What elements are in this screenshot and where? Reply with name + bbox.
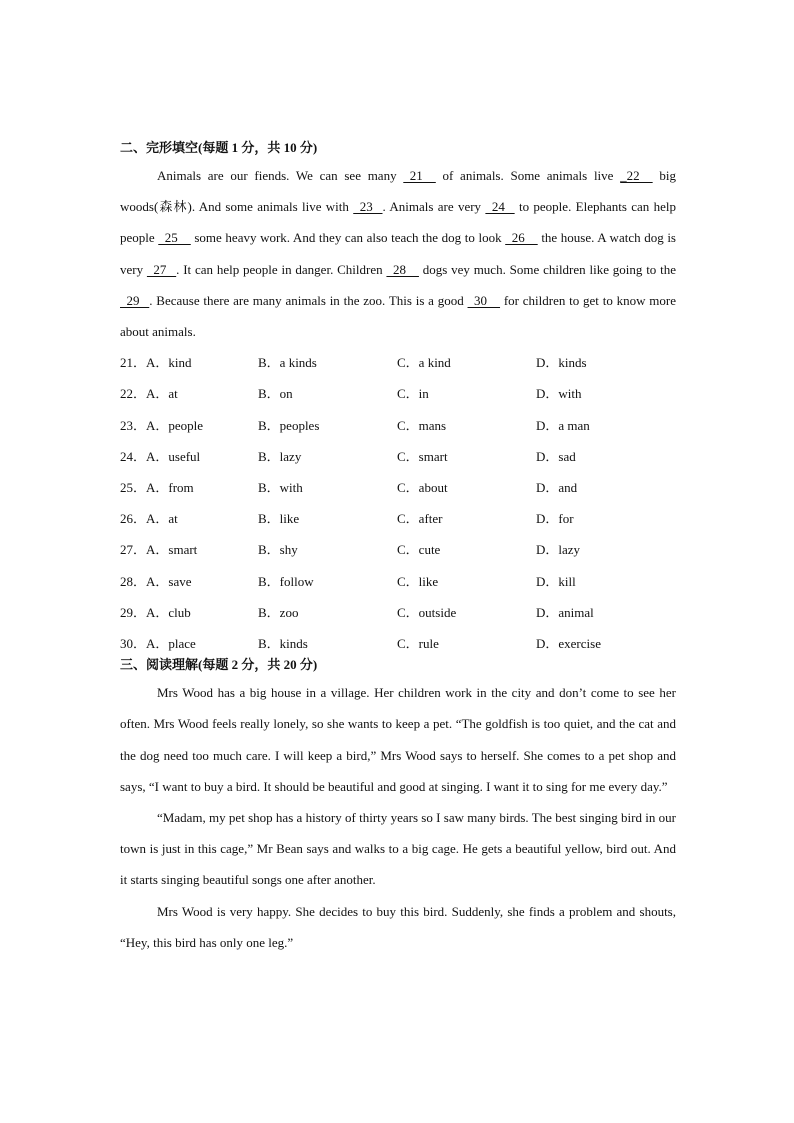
question-number: 27． [120,542,147,558]
option-d: D．a man [536,417,590,433]
option-b: B．follow [258,573,314,589]
answer-blank: 23 [353,199,383,215]
option-c: C．a kind [397,355,451,371]
answer-blank: 27 [146,261,177,277]
question-number: 22． [120,386,147,402]
option-c: C．cute [397,542,441,558]
option-d: D．kinds [536,355,587,371]
option-c: C．outside [397,604,457,620]
option-c: C．like [397,573,439,589]
option-d: D．kill [536,573,576,589]
option-a [120,472,194,503]
option-a [120,566,192,597]
question-number: 29． [120,604,147,620]
question-number: 21． [120,355,147,371]
option-c: C．smart [397,448,448,464]
option-b: B．on [258,386,293,402]
answer-blank: 28 [386,261,419,277]
option-b: B．like [258,511,300,527]
answer-blank: 26 [505,230,538,246]
question-row [120,566,676,597]
option-a-text: A．from [146,479,194,495]
option-a [120,378,178,409]
answer-blank: 24 [485,199,515,215]
option-c: C．after [397,511,443,527]
question-row [120,441,676,472]
question-number: 23． [120,417,147,433]
answer-blank: _22 [620,168,653,183]
option-a [120,503,178,534]
passage-text: . Animals are very [382,199,486,215]
option-a [120,347,192,378]
reading-paragraph: “Madam, my pet shop has a history of thirty years so I saw many birds. The best singing bird in our town is just in this cage,” Mr Bean says and walks to a big cage. He gets a beautiful yellow, bird out. And it starts singing beautiful songs one after another. [120,809,676,888]
passage-text: Animals are our fiends. We can see many [157,168,404,183]
option-b: B．zoo [258,604,299,620]
passage-text: . It can help people in danger. Children [176,261,387,277]
option-a-text: A．people [146,417,204,433]
passage-text: for children to get to know more about animals. [120,292,676,340]
question-row [120,347,676,378]
option-c: C．rule [397,635,439,651]
question-row [120,410,676,441]
cloze-section [120,136,676,659]
question-number: 30． [120,635,147,651]
option-a [120,597,191,628]
question-number: 24． [120,448,147,464]
passage-text: some heavy work. And they can also teach the dog to look [190,230,506,246]
option-a-text: A．save [146,573,192,589]
option-a-text: A．useful [146,448,201,464]
option-a [120,534,197,565]
passage-text: the house. A watch dog is very [120,230,676,277]
option-a-text: A．kind [146,355,192,371]
answer-blank: 30 [467,292,501,308]
reading-paragraph: Mrs Wood has a big house in a village. Her children work in the city and don’t come to see her often. Mrs Wood feels really lonely, so she wants to keep a pet. “The goldfish is too quiet, and the cat and the dog need too much care. I will keep a bird,” Mrs Wood says to herself. She comes to a pet shop and says, “I want to buy a bird. It should be beautiful and good at singing. I want it to sing for me every day.” [120,685,676,794]
option-b: B．peoples [258,417,320,433]
question-row [120,472,676,503]
question-row [120,597,676,628]
option-b: B．a kinds [258,355,317,371]
passage-text: dogs vey much. Some children like going to the [418,261,676,277]
question-row [120,628,676,659]
question-row [120,534,676,565]
option-d: D．and [536,479,578,495]
passage-text: to people. Elephants can help people [120,199,676,246]
question-row [120,503,676,534]
option-b: B．shy [258,542,298,558]
option-a-text: A．club [146,604,191,620]
question-number: 25． [120,479,147,495]
option-d: D．animal [536,604,594,620]
option-a-text: A．at [146,511,178,527]
passage-text: . Because there are many animals in the zoo. This is a good [149,292,468,308]
cloze-passage [120,160,676,347]
question-number: 28． [120,573,147,589]
option-d: D．exercise [536,635,601,651]
option-a [120,628,196,659]
option-b: B．lazy [258,448,302,464]
option-b: B．with [258,479,303,495]
option-a [120,441,200,472]
option-c: C．about [397,479,448,495]
reading-heading: 三、阅读理解(每题 2 分，共 20 分) [120,657,318,673]
option-c: C．in [397,386,429,402]
cloze-options [120,347,676,659]
option-a-text: A．at [146,386,178,402]
passage-text: big woods(森林). And some animals live with [120,168,676,215]
option-d: D．lazy [536,542,581,558]
option-d: D．for [536,511,574,527]
option-a-text: A．smart [146,542,198,558]
answer-blank: 25 [158,230,191,246]
question-number: 26． [120,511,147,527]
reading-section [120,653,676,958]
exam-page [120,136,676,958]
option-d: D．sad [536,448,576,464]
option-c: C．mans [397,417,447,433]
answer-blank: 21 [403,168,436,183]
option-d: D．with [536,386,582,402]
option-a [120,410,203,441]
option-a-text: A．place [146,635,196,651]
passage-text: of animals. Some animals live [435,168,621,183]
reading-paragraph: Mrs Wood is very happy. She decides to buy this bird. Suddenly, she finds a problem and shouts, “Hey, this bird has only one leg.” [120,903,676,950]
question-row [120,378,676,409]
answer-blank: 29 [120,292,150,308]
cloze-heading: 二、完形填空(每题 1 分，共 10 分) [120,140,318,155]
option-b: B．kinds [258,635,308,651]
